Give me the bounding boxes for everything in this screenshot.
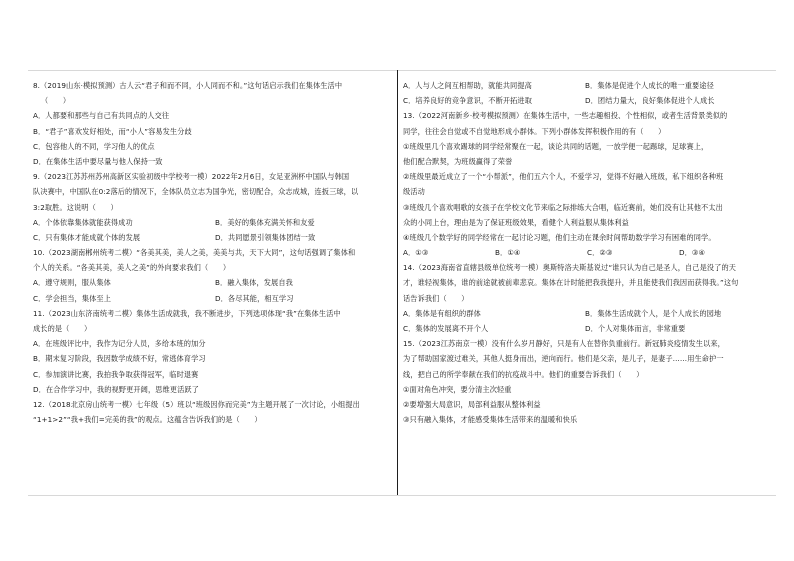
question-stem-line: 11.（2023山东济南统考二模）集体生活成就我，我不断进步，下列选项体现“我”在集体生活中: [33, 308, 341, 318]
statement-line: ②班级里最近成立了一个“小帮派”，他们五六个人，不爱学习，觉得不好融入班级，私下组织各种班: [403, 172, 724, 182]
option-a: A．人与人之间互相帮助，就能共同提高: [403, 81, 532, 90]
question-8: [33, 78, 389, 169]
question-stem-line: 同学，往往会自觉或不自觉地形成小群体。下列小群体发挥积极作用的有（ ）: [403, 126, 666, 136]
option-c: C．只有集体才能成就个体的发展: [33, 232, 141, 242]
question-12-options: [403, 78, 773, 108]
option-a: A．个体依靠集体就能获得成功: [33, 217, 133, 227]
column-divider: [397, 70, 398, 495]
question-14: [403, 260, 773, 336]
option-row: [403, 93, 773, 108]
option-a: A．在班级评比中，我作为记分人员，多给本班的加分: [33, 339, 206, 349]
option-row: [33, 215, 389, 230]
question-stem-line: 14.（2023海南省直辖县级单位统考一模）奥斯特洛夫斯基说过“谁只认为自己是圣人，自己是没了的天: [403, 263, 737, 273]
option-b: B．期末复习阶段，我因数学成绩不好，常逃体育学习: [33, 354, 206, 364]
question-stem-line: 8.（2019山东·模拟预测）古人云“君子和而不同，小人同而不和。”这句话启示我们在集体生活中: [33, 81, 343, 90]
question-9: [33, 169, 389, 245]
option-b: B．集体是促进个人成长的唯一重要途径: [585, 81, 714, 90]
question-15: [403, 336, 773, 427]
question-stem-line: “1+1>2”“我+我们=完美的我”的观点。这蕴含告诉我们的是（ ）: [33, 415, 262, 425]
statement-line: ③班级几个喜欢唱歌的女孩子在学校文化节来临之际排练大合唱，临近赛前，她们没有让其他不太出: [403, 202, 723, 212]
statement-line: 众的小同上台，理由是为了保证班级效果，看健个人利益服从集体利益: [403, 217, 629, 227]
question-13: [403, 108, 773, 260]
option-d: D．③④: [679, 248, 706, 258]
option-d: D．各尽其能，相互学习: [215, 293, 294, 303]
option-row: [33, 230, 389, 245]
option-d: D．在合作学习中，我的视野更开阔，思维更活跃了: [33, 384, 199, 394]
option-b: B．集体生活成就个人，是个人成长的园地: [585, 308, 722, 318]
question-stem-line: 15.（2023江苏南京一模）没有什么岁月静好，只是有人在替你负重前行。新冠肺炎疫情发生以来，: [403, 339, 725, 349]
option-c: C．培养良好的竞争意识，不断开拓进取: [403, 96, 533, 106]
statement-line: ①班级里几个喜欢踢球的同学经常聚在一起，谈论共同的话题，一放学便一起踢球，足球赛上，: [403, 141, 709, 151]
question-stem-line: 12.（2018北京房山统考一模）七年级（5）班以“班级因你而完美”为主题开展了一次讨论，小组提出: [33, 399, 360, 409]
question-stem-line: 为了帮助国家渡过难关，其他人挺身而出，逆向而行。他们是父亲，是儿子，是妻子……用生命护一: [403, 354, 724, 364]
option-c: C．②③: [587, 248, 613, 258]
option-d: D．个人对集体而言，非常重要: [585, 324, 686, 333]
right-column: [403, 78, 773, 427]
question-stem-line: 10.（2023湖南郴州统考二模）“各美其美，美人之美，美美与共，天下大同”，这句话强调了集体和: [33, 248, 356, 258]
option-b: B．①④: [495, 248, 521, 258]
question-12: [33, 397, 389, 427]
option-a: A．遵守规则，服从集体: [33, 278, 111, 288]
statement-line: ③只有融入集体，才能感受集体生活带来的温暖和快乐: [403, 415, 578, 425]
question-stem-line: 才，谁轻视集体，谁的前途就被前辈悲哀。集体在计时能把我我提升，并且能使我们我因而获得我。”这句: [403, 278, 739, 288]
statement-line: ②要增强大局意识，局部利益服从整体利益: [403, 399, 541, 409]
question-stem-line: 话告诉我们（ ）: [403, 293, 469, 303]
option-row: [403, 245, 773, 260]
option-d: D．共同愿景引领集体团结一致: [215, 232, 316, 242]
question-11: [33, 306, 389, 397]
option-c: C．参加演讲比赛，我拍我争取获得冠军，临时退赛: [33, 369, 199, 379]
option-row: [403, 321, 773, 336]
option-c: C．包容他人的不同，学习他人的优点: [33, 141, 155, 151]
option-b: B．融入集体，发展自我: [215, 278, 293, 288]
question-stem-line: 队决赛中，中国队在0:2落后的情况下，全体队员立志为国争光，密切配合，众志成城，连扳三球，以: [33, 187, 359, 197]
option-row: [33, 275, 389, 290]
option-row: [403, 306, 773, 321]
option-b: B．美好的集体充满关怀和友爱: [215, 217, 315, 227]
statement-line: ④班级几个数学好的同学经常在一起讨论习题，他们主动在课余时间帮助数学学习有困难的同学。: [403, 232, 716, 242]
left-column: [33, 78, 389, 427]
option-c: C．学会担当，集体至上: [33, 293, 111, 303]
question-stem-line: 13.（2022河南新乡·校考模拟预测）在集体生活中，一些志趣相投、个性相似，或者生活背景类似的: [403, 111, 728, 121]
question-stem-line: 成长的是（ ）: [33, 324, 92, 333]
option-d: D．团结力量大，良好集体促进个人成长: [585, 96, 715, 106]
question-stem-line: 线，把自己的所学奉献在我们的抗疫战斗中。他们的重要告诉我们（ ）: [403, 369, 644, 379]
question-stem-line: 3:2取胜。这说明（ ）: [33, 202, 118, 212]
option-a: A．①③: [403, 248, 429, 258]
question-10: [33, 245, 389, 306]
option-a: A．集体是有组织的群体: [403, 308, 481, 318]
statement-line: 他们配合默契，为班级赢得了荣誉: [403, 156, 513, 166]
statement-line: 级活动: [403, 187, 425, 197]
option-d: D．在集体生活中要尽量与他人保持一致: [33, 156, 163, 166]
option-a: A．人都要和那些与自己有共同点的人交往: [33, 111, 170, 121]
option-row: [403, 78, 773, 93]
option-c: C．集体的发展离不开个人: [403, 324, 489, 333]
question-stem-line: 个人的关系。“各美其美，美人之美”的外向要求我们（ ）: [33, 263, 231, 273]
option-row: [33, 291, 389, 306]
question-stem-line: 9.（2023江苏苏州苏州高新区实验初级中学校考一模）2022年2月6日，女足亚洲杯中国队与韩国: [33, 172, 350, 182]
option-b: B．“君子”喜欢发好相处，而“小人”容易发生分歧: [33, 126, 192, 136]
answer-blank: （ ）: [41, 96, 71, 106]
statement-line: ①面对角色冲突，要分清主次轻重: [403, 384, 512, 394]
